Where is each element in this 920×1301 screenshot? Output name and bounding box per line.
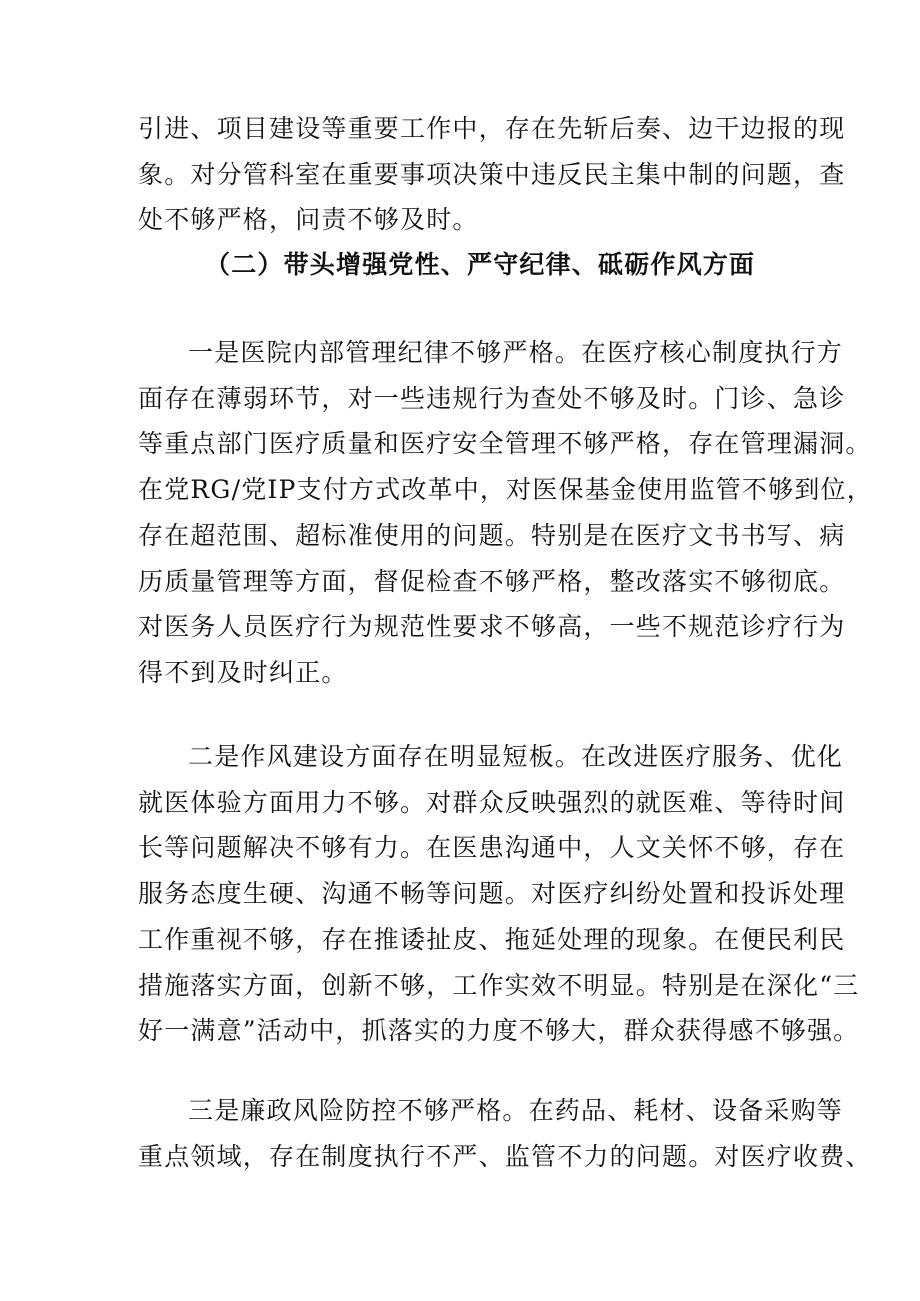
text-line: 就医体验方面用力不够。对群众反映强烈的就医难、等待时间 xyxy=(138,787,846,817)
text-line: 象。对分管科室在重要事项决策中违反民主集中制的问题，查 xyxy=(138,159,846,189)
text-line: 处不够严格，问责不够及时。 xyxy=(138,205,479,235)
text-line: 等重点部门医疗质量和医疗安全管理不够严格，存在管理漏洞。 xyxy=(138,429,872,459)
text-line: 重点领域，存在制度执行不严、监管不力的问题。对医疗收费、 xyxy=(138,1141,872,1171)
text-line: 三是廉政风险防控不够严格。在药品、耗材、设备采购等 xyxy=(188,1096,844,1125)
text-line: 二是作风建设方面存在明显短板。在改进医疗服务、优化 xyxy=(188,742,844,771)
text-line: 好一满意”活动中，抓落实的力度不够大，群众获得感不够强。 xyxy=(138,1016,860,1046)
text-line: 引进、项目建设等重要工作中，存在先斩后奏、边干边报的现 xyxy=(138,114,846,143)
text-line: 历质量管理等方面，督促检查不够严格，整改落实不够彻底。 xyxy=(138,566,846,596)
text-line: 存在超范围、超标准使用的问题。特别是在医疗文书书写、病 xyxy=(138,520,846,550)
text-line: 在党RG/党IP支付方式改革中，对医保基金使用监管不够到位， xyxy=(138,475,873,505)
paragraph-work-style xyxy=(138,734,860,1054)
paragraph-integrity-risk xyxy=(138,1088,872,1179)
text-line: 长等问题解决不够有力。在医患沟通中，人文关怀不够，存在 xyxy=(138,833,846,863)
text-line: 面存在薄弱环节，对一些违规行为查处不够及时。门诊、急诊 xyxy=(138,383,846,413)
text-line: 得不到及时纠正。 xyxy=(138,657,348,687)
paragraph-continuation xyxy=(138,106,846,243)
text-line: 一是医院内部管理纪律不够严格。在医疗核心制度执行方 xyxy=(188,338,844,367)
paragraph-management-discipline xyxy=(138,330,873,696)
text-line: 工作重视不够，存在推诿扯皮、拖延处理的现象。在便民利民 xyxy=(138,924,846,954)
text-line: 服务态度生硬、沟通不畅等问题。对医疗纠纷处置和投诉处理 xyxy=(138,879,846,909)
section-heading: （二）带头增强党性、严守纪律、砥砺作风方面 xyxy=(205,250,756,279)
text-line: 对医务人员医疗行为规范性要求不够高，一些不规范诊疗行为 xyxy=(138,612,846,642)
text-line: 措施落实方面，创新不够，工作实效不明显。特别是在深化“三 xyxy=(138,970,860,1000)
